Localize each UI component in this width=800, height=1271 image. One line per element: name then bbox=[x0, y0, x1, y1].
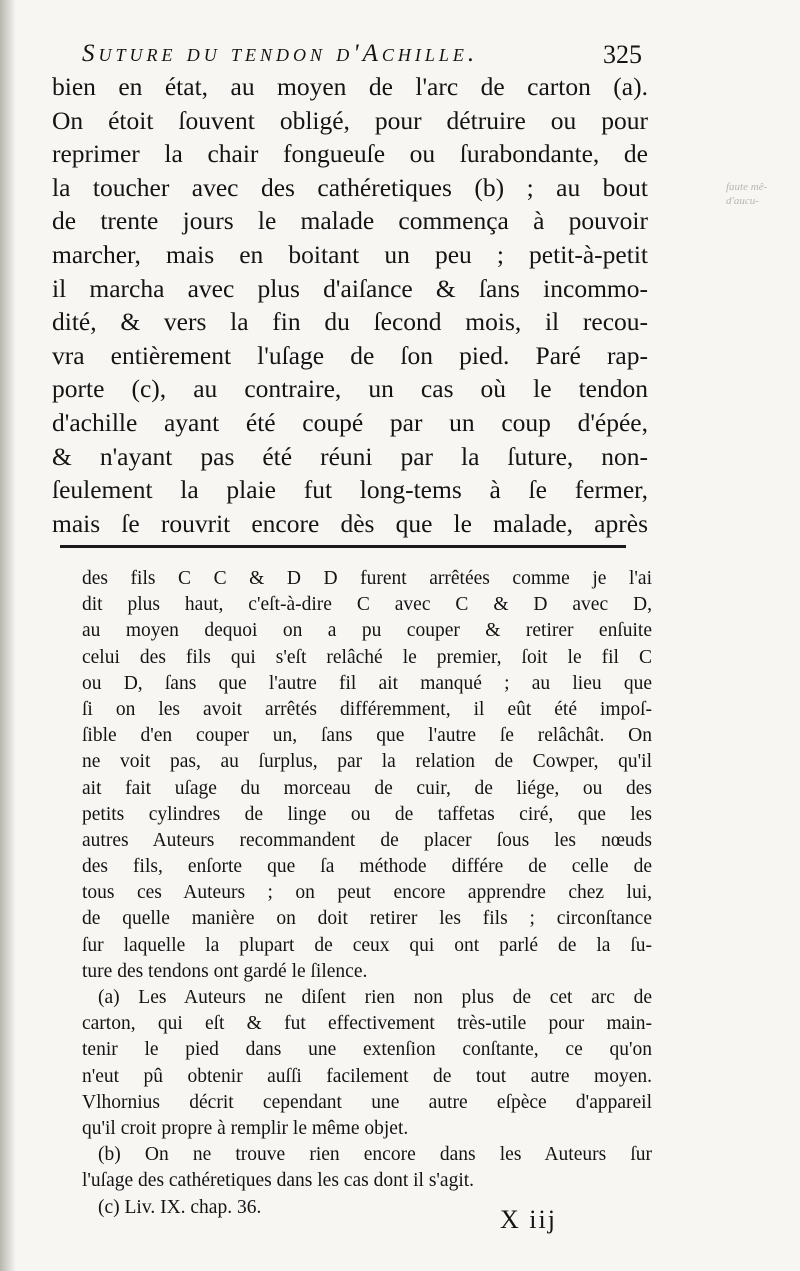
footnote-line: ou D, ſans que l'autre fil ait manqué ; au lieu que bbox=[82, 672, 652, 694]
footnote-line: tenir le pied dans une extenſion conſtante, ce qu'on bbox=[82, 1039, 652, 1061]
footnotes-block bbox=[82, 566, 652, 1221]
main-text-line: mais ſe rouvrit encore dès que le malade, après bbox=[52, 508, 648, 538]
main-text-line: dité, & vers la fin du ſecond mois, il recou- bbox=[52, 307, 648, 337]
footnote-line: ne voit pas, au ſurplus, par la relation de Cowper, qu'il bbox=[82, 751, 652, 773]
main-text-line: marcher, mais en boitant un peu ; petit-à-petit bbox=[52, 239, 648, 269]
footnote-line: petits cylindres de linge ou de taffetas ciré, que les bbox=[82, 803, 652, 825]
footnote-line: ſible d'en couper un, ſans que l'autre ſe relâchât. On bbox=[82, 725, 652, 747]
main-text-line: d'achille ayant été coupé par un coup d'épée, bbox=[52, 407, 648, 437]
main-text-line: bien en état, au moyen de l'arc de carton (a). bbox=[52, 72, 648, 101]
footnote-line: dit plus haut, c'eſt-à-dire C avec C & D avec D, bbox=[82, 594, 652, 616]
footnote-line: Vlhornius décrit cependant une autre eſpèce d'appareil bbox=[82, 1091, 652, 1113]
footnote-line: ſi on les avoit arrêtés différemment, il eût été impoſ- bbox=[82, 698, 652, 720]
signature-mark: X iij bbox=[500, 1205, 557, 1234]
footnote-line: au moyen dequoi on a pu couper & retirer enſuite bbox=[82, 620, 652, 642]
footnote-line: n'eut pû obtenir auſſi facilement de tout autre moyen. bbox=[82, 1065, 652, 1087]
footnote-line: (c) Liv. IX. chap. 36. bbox=[98, 1196, 262, 1218]
footnote-line: des fils, enſorte que ſa méthode différe de celle de bbox=[82, 856, 652, 878]
footnote-line: des fils C C & D D furent arrêtées comme je l'ai bbox=[82, 568, 652, 589]
footnote-line: qu'il croit propre à remplir le même objet. bbox=[82, 1117, 409, 1139]
main-text-block bbox=[52, 70, 648, 540]
footnote-line: tous ces Auteurs ; on peut encore apprendre chez lui, bbox=[82, 882, 652, 904]
footnote-line: (a) Les Auteurs ne diſent rien non plus de cet arc de bbox=[98, 987, 652, 1008]
footnote-separator-rule bbox=[60, 545, 626, 548]
main-text-line: & n'ayant pas été réuni par la ſuture, non- bbox=[52, 441, 648, 471]
footnote-line: l'uſage des cathéretiques dans les cas dont il s'agit. bbox=[82, 1170, 475, 1192]
running-title: Suture du tendon d'Achille. bbox=[82, 40, 479, 67]
footnote-line: (b) On ne trouve rien encore dans les Auteurs ſur bbox=[98, 1144, 652, 1166]
footnote-line: ait fait uſage du morceau de cuir, de liége, ou des bbox=[82, 777, 652, 799]
page-number: 325 bbox=[603, 40, 642, 69]
footnote-line: celui des fils qui s'eſt relâché le premier, ſoit le fil C bbox=[82, 646, 652, 668]
footnote-line: de quelle manière on doit retirer les fils ; circonſtance bbox=[82, 908, 652, 930]
main-text-line: il marcha avec plus d'aiſance & ſans incommo- bbox=[52, 273, 648, 303]
main-text-line: de trente jours le malade commença à pouvoir bbox=[52, 206, 648, 236]
footnote-line: ſur laquelle la plupart de ceux qui ont parlé de la ſu- bbox=[82, 934, 652, 956]
main-text-line: ſeulement la plaie fut long-tems à ſe fermer, bbox=[52, 475, 648, 505]
footnote-line: carton, qui eſt & fut effectivement très-utile pour main- bbox=[82, 1013, 652, 1035]
footnote-line: ture des tendons ont gardé le ſilence. bbox=[82, 960, 368, 982]
main-text-line: la toucher avec des cathéretiques (b) ; au bout bbox=[52, 172, 648, 202]
footnote-line: autres Auteurs recommandent de placer ſous les nœuds bbox=[82, 829, 652, 851]
main-text-line: On étoit ſouvent obligé, pour détruire ou pour bbox=[52, 105, 648, 135]
gutter-shadow bbox=[0, 0, 16, 1271]
main-text-line: reprimer la chair fongueuſe ou ſurabondante, de bbox=[52, 139, 648, 169]
main-text-line: porte (c), au contraire, un cas où le tendon bbox=[52, 374, 648, 404]
margin-bleed-through-text: faute mê- d'aucu- bbox=[726, 181, 768, 207]
main-text-line: vra entièrement l'uſage de ſon pied. Paré rap- bbox=[52, 340, 648, 370]
